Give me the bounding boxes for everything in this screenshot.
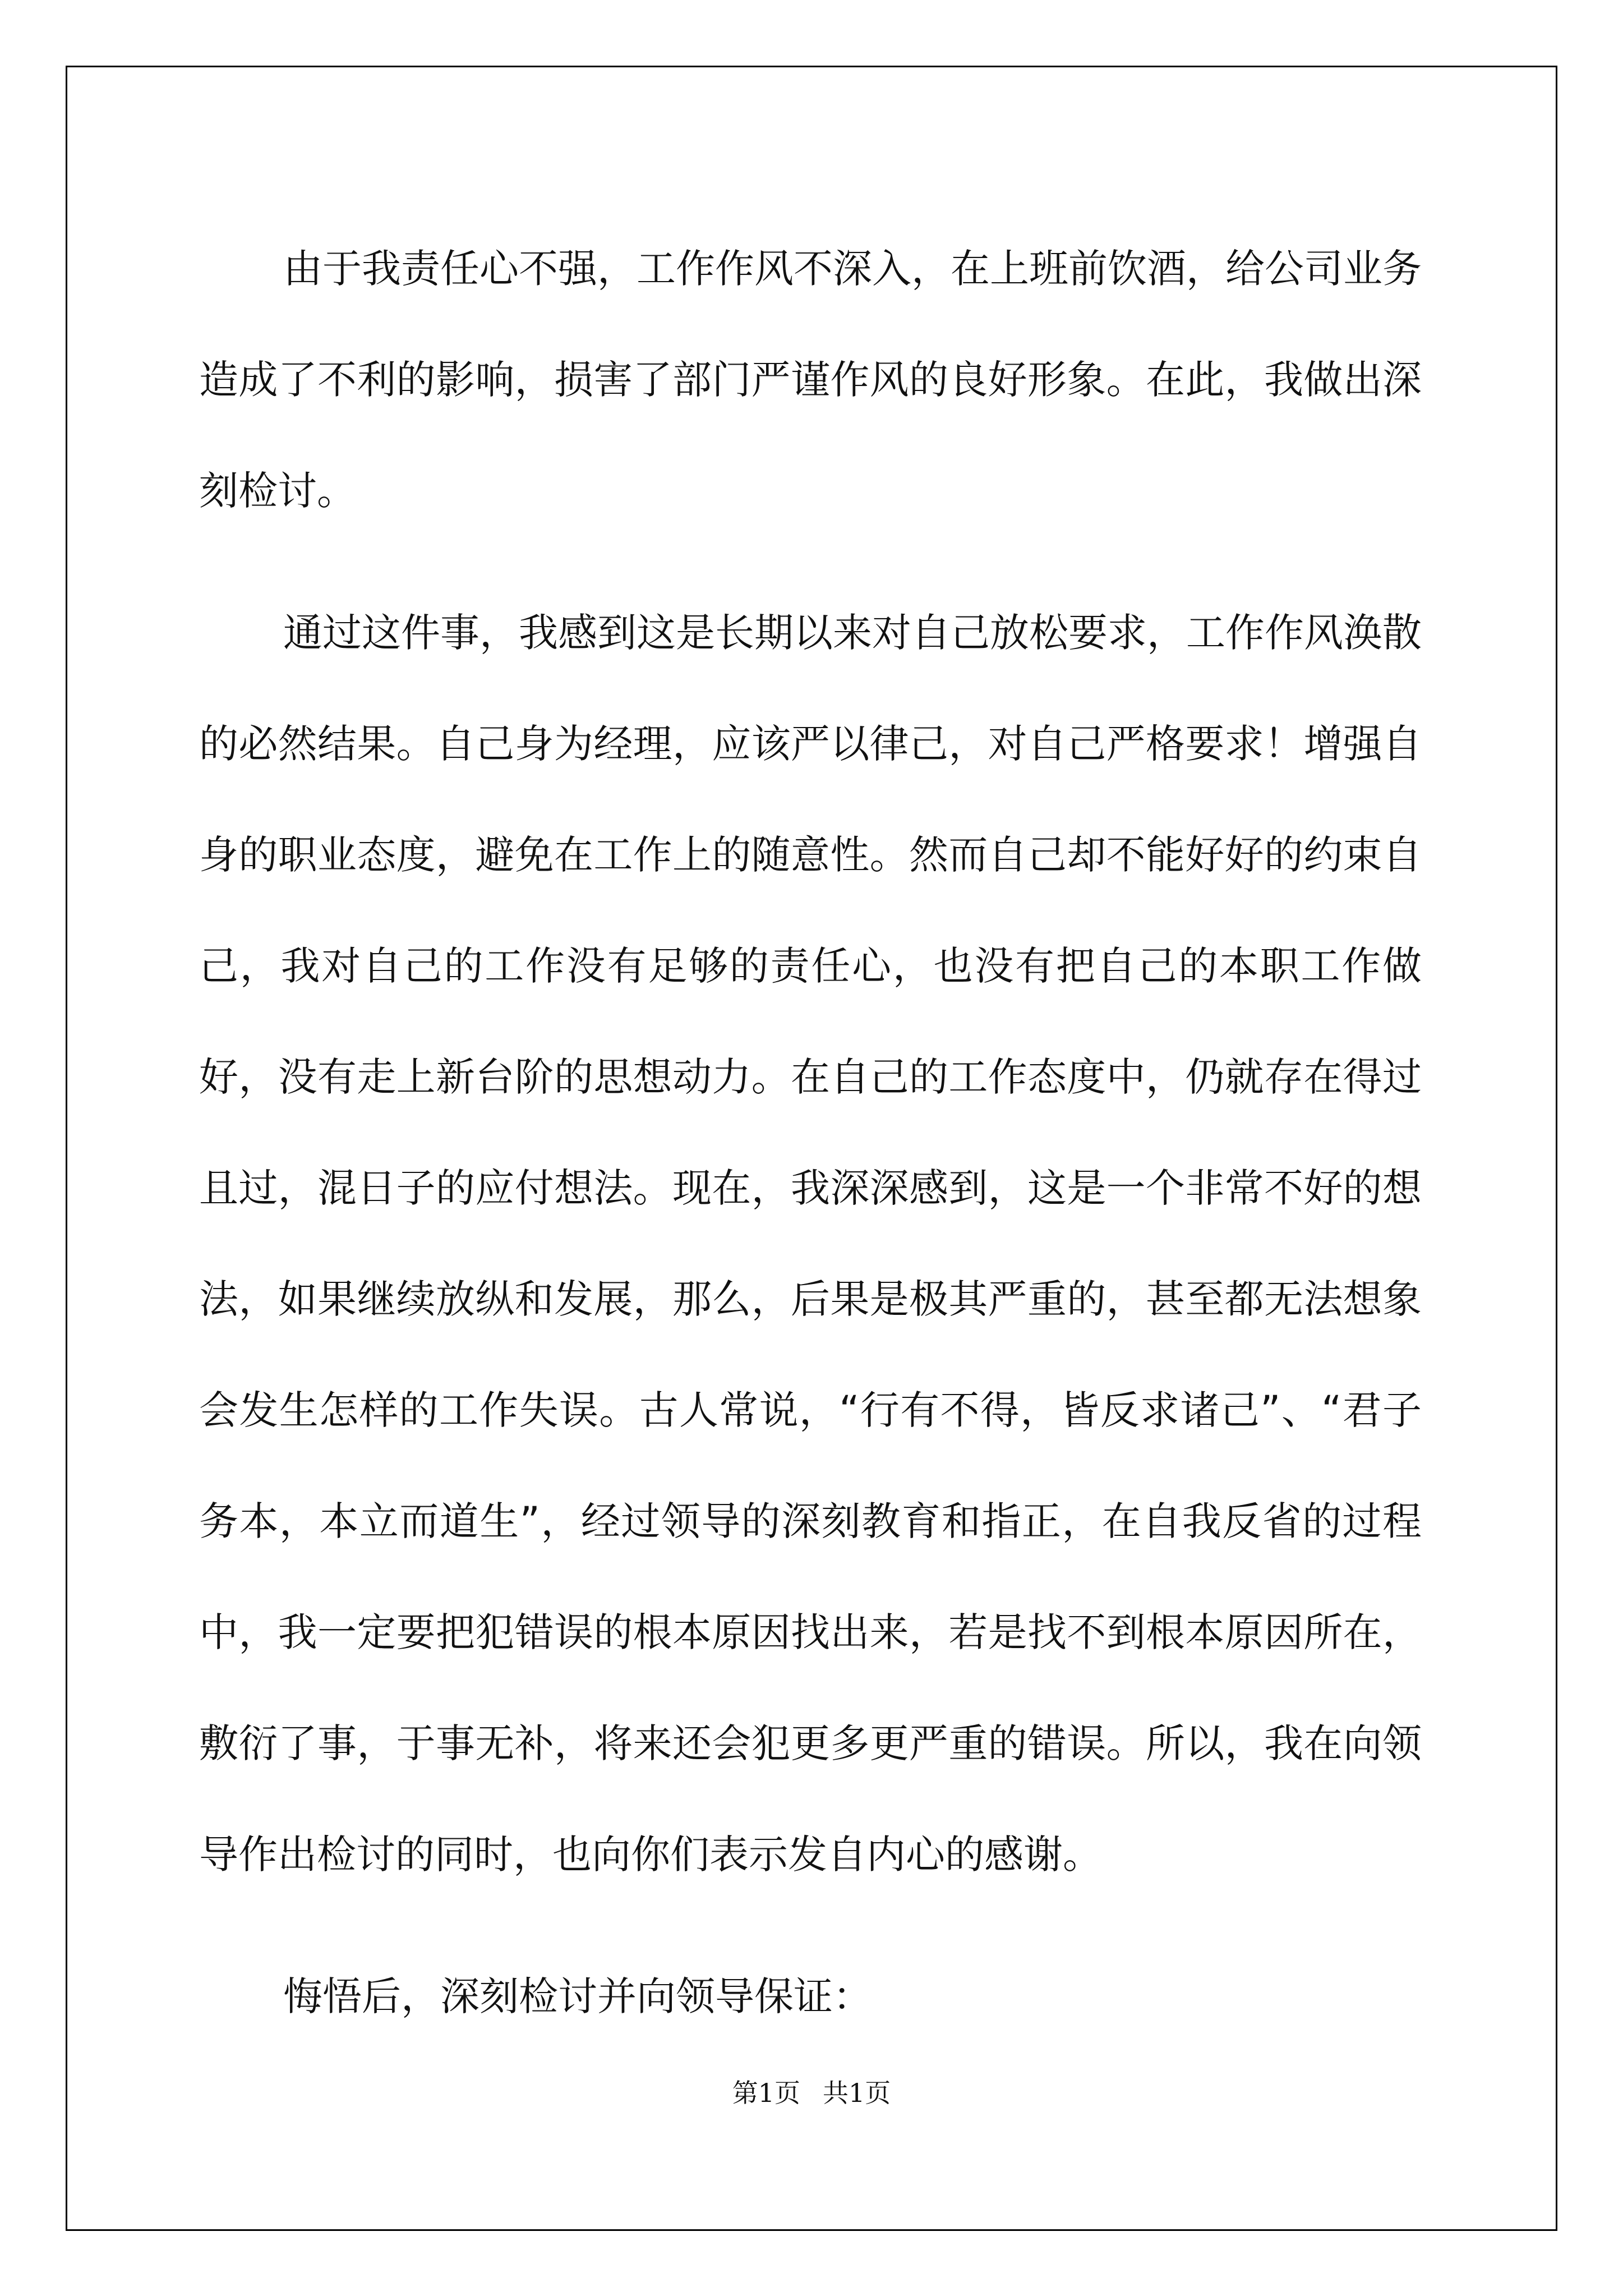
page-number: 第1页 [732,2078,800,2108]
paragraph-1: 由于我责任心不强，工作作风不深入，在上班前饮酒，给公司业务造成了不利的影响，损害了部门严谨作风的良好形象。在此，我做出深刻检讨。 [199,246,1422,514]
paragraph-2: 通过这件事，我感到这是长期以来对自己放松要求，工作作风涣散的必然结果。自己身为经理，应该严以律己，对自己严格要求！增强自身的职业态度，避免在工作上的随意性。然而自己却不能好好的约束自己，我对自己的工作没有足够的责任心，也没有把自己的本职工作做好，没有走上新台阶的思想动力。在自己的工作态度中，仍就存在得过且过，混日子的应付想法。现在，我深深感到，这是一个非常不好的想法，如果继续放纵和发展，那么，后果是极其严重的，甚至都无法想象会发生怎样的工作失误。古人常说，“行有不得，皆反求诸己”、“君子务本，本立而道生”，经过领导的深刻教育和指正，在自我反省的过程中，我一定要把犯错误的根本原因找出来，若是找不到根本原因所在，敷衍了事，于事无补，将来还会犯更多更严重的错误。所以，我在向领导作出检讨的同时，也向你们表示发自内心的感谢。 [199,610,1422,1878]
page-total: 共1页 [823,2078,891,2108]
page-footer [0,2073,1623,2110]
document-body [199,213,1422,2083]
paragraph-3: 悔悟后，深刻检讨并向领导保证： [283,1973,872,2019]
